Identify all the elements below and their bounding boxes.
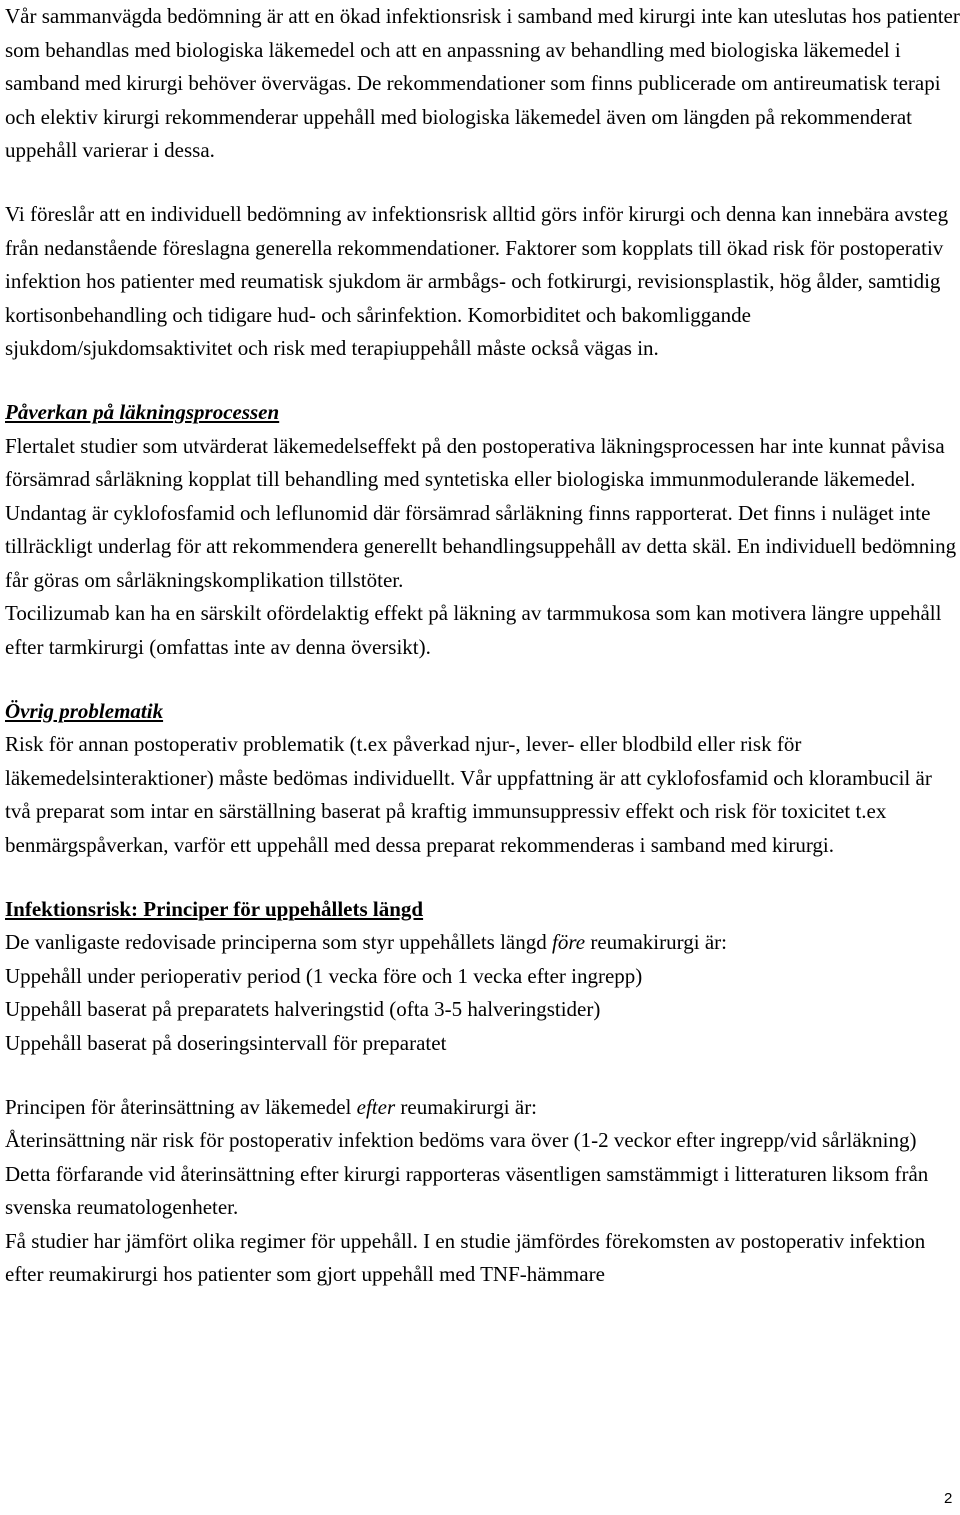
paragraph-gap	[5, 366, 960, 397]
paragraph-few-studies: Få studier har jämfört olika regimer för uppehåll. I en studie jämfördes förekomsten av postoperativ infektion efter reumakirurgi hos patienter som gjort uppehåll med TNF-hämmare	[5, 1228, 926, 1286]
paragraph-healing-studies: Flertalet studier som utvärderat läkemedelseffekt på den postoperativa läkningsprocessen har inte kunnat påvisa försämrad sårläkning kopplat till behandling med syntetiska eller biologiska immunmodulerande läkemedel. Undantag är cyklofosfamid och leflunomid där försämrad sårläkning finns rapporterat. Det finns i nuläget inte tillräckligt underlag för att rekommendera generellt behandlingsuppehåll av detta skäl. En individuell bedömning får göras om sårläkningskomplikation tillstöter.	[5, 433, 957, 592]
text-run: reumakirurgi är:	[395, 1094, 538, 1119]
heading-other-problems: Övrig problematik	[5, 698, 164, 723]
emphasis-before: före	[552, 930, 586, 954]
heading-healing: Påverkan på läkningsprocessen	[5, 400, 280, 424]
paragraph-combined-assessment: Vår sammanvägda bedömning är att en ökad infektionsrisk i samband med kirurgi inte kan uteslutas hos patienter som behandlas med biologiska läkemedel och att en anpassning av behandling med biologiska läkemedel i samband med kirurgi behöver övervägas. De rekommendationer som finns publicerade om antireumatisk terapi och elektiv kirurgi rekommenderar uppehåll med biologiska läkemedel även om längden på rekommenderat uppehåll varierar i dessa.	[5, 4, 960, 162]
paragraph-individual-assessment: Vi föreslår att en individuell bedömning av infektionsrisk alltid görs inför kirurgi och denna kan innebära avsteg från nedanstående föreslagna generella rekommendationer. Faktorer som kopplats till ökad risk för postoperativ infektion hos patienter med reumatisk sjukdom är armbågs- och fotkirurgi, revisionsplastik, hög ålder, samtidig kortisonbehandling och tidigare hud- och sårinfektion. Komorbiditet och bakomliggande sjukdom/sjukdomsaktivitet och risk med terapiuppehåll måste också vägas in.	[5, 202, 949, 360]
paragraph-gap	[5, 664, 960, 695]
paragraph-principles-before	[5, 926, 960, 960]
principle-half-life: Uppehåll baserat på preparatets halveringstid (ofta 3-5 halveringstider)	[5, 997, 601, 1021]
paragraph-other-risk: Risk för annan postoperativ problematik (t.ex påverkad njur-, lever- eller blodbild eller risk för läkemedelsinteraktioner) måste bedömas individuellt. Vår uppfattning är att cyklofosfamid och klorambucil är två preparat som intar en särställning baserat på kraftig immunsuppressiv effekt och risk för toxicitet t.ex benmärgspåverkan, varför ett uppehåll med dessa preparat rekommenderas i samband med kirurgi.	[5, 732, 932, 857]
heading-infection-principles: Infektionsrisk: Principer för uppehållets längd	[5, 896, 424, 921]
paragraph-tocilizumab: Tocilizumab kan ha en särskilt ofördelaktig effekt på läkning av tarmmukosa som kan motivera längre uppehåll efter tarmkirurgi (omfattas inte av denna översikt).	[5, 601, 942, 659]
document-page	[5, 0, 960, 1292]
paragraph-principle-after	[5, 1091, 960, 1125]
paragraph-gap	[5, 862, 960, 893]
paragraph-restart-timing: Återinsättning när risk för postoperativ infektion bedöms vara över (1-2 veckor efter ingrepp/vid sårläkning)	[5, 1128, 917, 1152]
principle-dosing-interval: Uppehåll baserat på doseringsintervall för preparatet	[5, 1030, 447, 1055]
paragraph-gap	[5, 1060, 960, 1091]
paragraph-restart-consensus: Detta förfarande vid återinsättning efter kirurgi rapporteras väsentligen samstämmigt i litteraturen liksom från svenska reumatologenheter.	[5, 1161, 929, 1219]
page-number: 2	[944, 1490, 953, 1507]
text-run: reumakirurgi är:	[585, 930, 727, 954]
principle-perioperative: Uppehåll under perioperativ period (1 vecka före och 1 vecka efter ingrepp)	[5, 963, 643, 988]
emphasis-after: efter	[356, 1094, 396, 1119]
text-run: Principen för återinsättning av läkemedel	[5, 1094, 357, 1119]
paragraph-gap	[5, 168, 960, 199]
text-run: De vanligaste redovisade principerna som styr uppehållets längd	[5, 930, 553, 954]
